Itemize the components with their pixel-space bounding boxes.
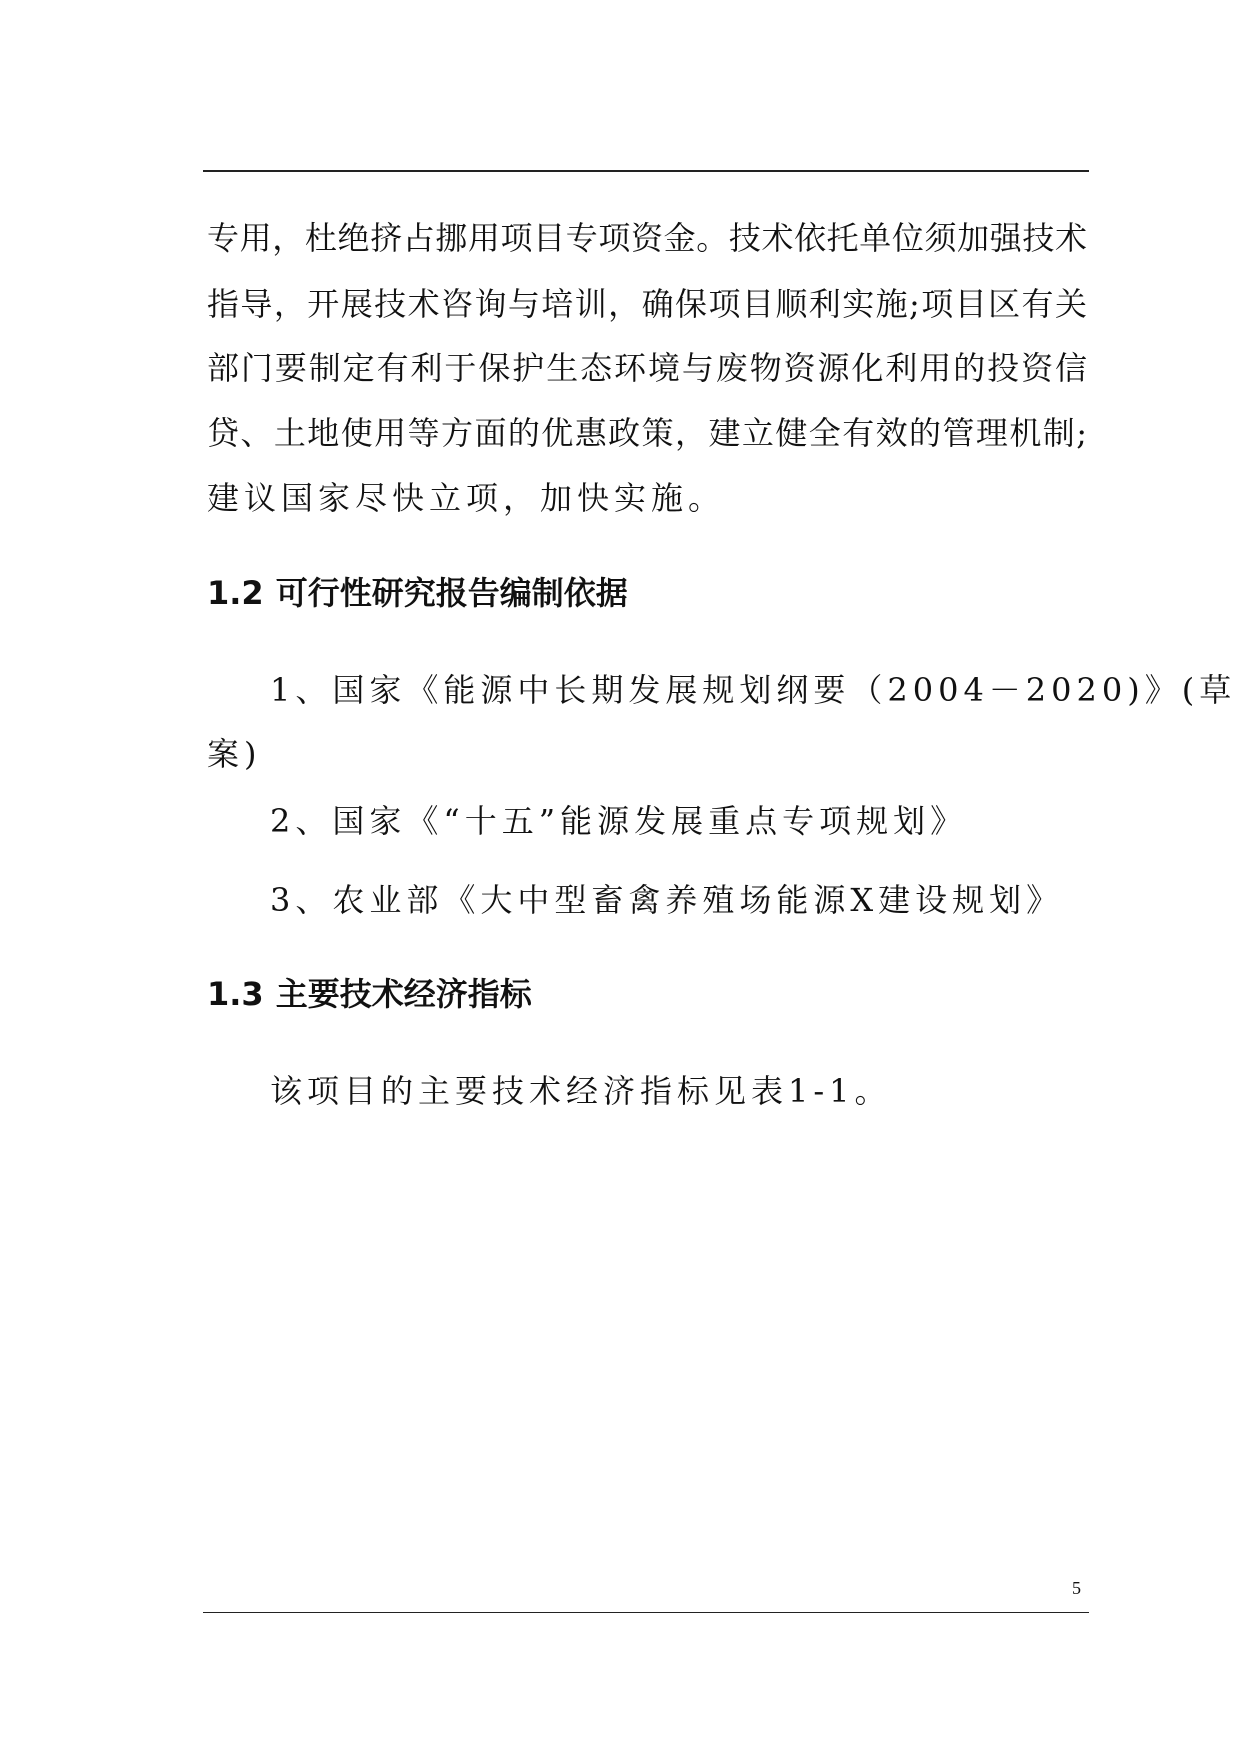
body-text-line: 指导，开展技术咨询与培训，确保项目顺利实施;项目区有关	[207, 285, 1087, 323]
body-text-line: 贷、土地使用等方面的优惠政策，建立健全有效的管理机制;	[207, 414, 1087, 452]
section-heading-1-2	[207, 573, 628, 613]
section-title: 可行性研究报告编制依据	[275, 574, 628, 612]
reference-item-2: 2、国家《“十五”能源发展重点专项规划》	[270, 802, 968, 840]
reference-item-1: 1、国家《能源中长期发展规划纲要（2004－2020)》(草	[270, 671, 1237, 709]
section-heading-1-3	[207, 974, 532, 1014]
body-text-line: 部门要制定有利于保护生态环境与废物资源化利用的投资信	[207, 349, 1087, 387]
reference-item-1-continued: 案)	[207, 735, 262, 773]
section-number: 1.3	[207, 975, 264, 1013]
header-rule	[203, 170, 1089, 172]
body-text-line: 该项目的主要技术经济指标见表1-1。	[270, 1072, 892, 1110]
section-number: 1.2	[207, 574, 264, 612]
body-text-line: 建议国家尽快立项，加快实施。	[207, 479, 726, 517]
footer-rule	[203, 1612, 1089, 1613]
section-title: 主要技术经济指标	[275, 975, 532, 1013]
body-text-line: 专用，杜绝挤占挪用项目专项资金。技术依托单位须加强技术	[207, 219, 1087, 257]
reference-item-3: 3、农业部《大中型畜禽养殖场能源X建设规划》	[270, 881, 1064, 919]
page-number: 5	[1072, 1578, 1081, 1598]
